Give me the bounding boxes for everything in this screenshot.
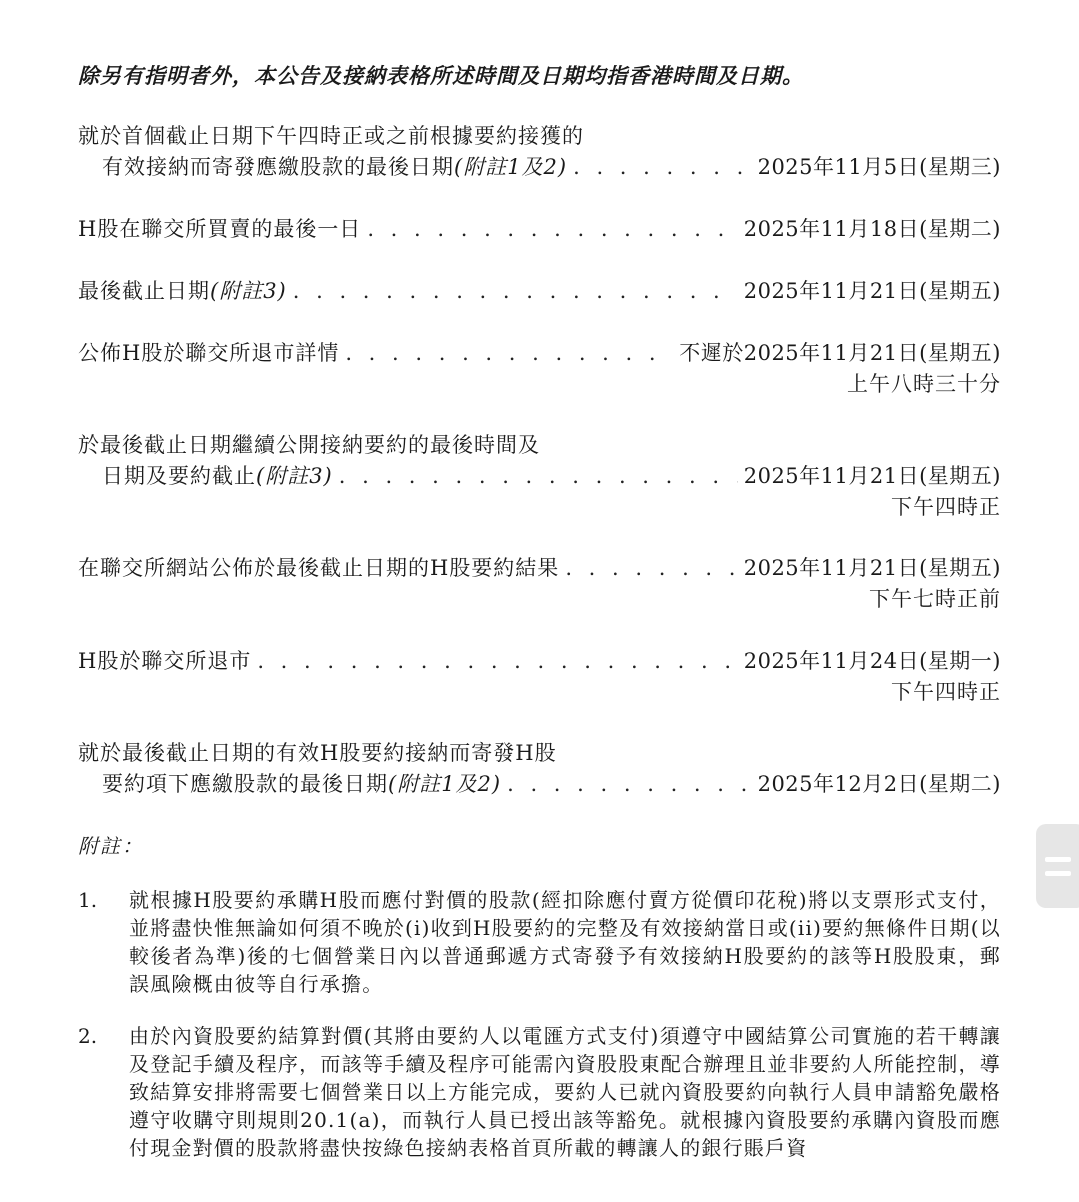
entry-label: 就於最後截止日期的有效H股要約接納而寄發H股: [78, 741, 557, 765]
timetable-entry-delisting-announcement: [78, 338, 1001, 400]
timetable-entry-results-announcement: [78, 553, 1001, 615]
entry-label: H股在聯交所買賣的最後一日: [78, 217, 362, 241]
entry-label: 就於首個截止日期下午四時正或之前根據要約接獲的: [78, 124, 584, 148]
leader-dots: [257, 646, 737, 677]
timetable-entry-delisting: [78, 646, 1001, 708]
page-heading: 除另有指明者外，本公告及接納表格所述時間及日期均指香港時間及日期。: [78, 63, 804, 88]
timetable-entry-offer-close: [78, 430, 1001, 523]
entry-label: 最後截止日期(附註3): [78, 279, 287, 303]
timetable-entry-final-payment: [78, 738, 1001, 800]
entry-date: 2025年11月21日(星期五): [743, 464, 1001, 488]
entry-date: 2025年11月21日(星期五): [743, 556, 1001, 580]
note-number: 2.: [78, 1024, 98, 1048]
entry-label: 要約項下應繳股款的最後日期(附註1及2): [102, 772, 502, 796]
entry-time: 下午四時正: [891, 495, 1001, 519]
leader-dots: [507, 769, 751, 800]
entry-date: 2025年11月18日(星期二): [743, 217, 1001, 241]
entry-date: 2025年11月24日(星期一): [743, 649, 1001, 673]
leader-dots: [293, 276, 738, 307]
timetable-entry-first-payment: [78, 121, 1001, 183]
entry-label: 有效接納而寄發應繳股款的最後日期(附註1及2): [102, 155, 568, 179]
entry-label: 於最後截止日期繼續公開接納要約的最後時間及: [78, 433, 540, 457]
leader-dots: [339, 461, 738, 492]
entry-time: 下午七時正前: [869, 587, 1001, 611]
entry-date: 不遲於2025年11月21日(星期五): [679, 341, 1001, 365]
leader-dots: [573, 152, 751, 183]
entry-label: 在聯交所網站公佈於最後截止日期的H股要約結果: [78, 556, 560, 580]
note-number: 1.: [78, 888, 98, 912]
note-text: 由於內資股要約結算對價(其將由要約人以電匯方式支付)須遵守中國結算公司實施的若干轉讓及登記手續及程序，而該等手續及程序可能需內資股股東配合辦理且並非要約人所能控制，導致結算安排將需要七個營業日以上方能完成，要約人已就內資股要約向執行人員申請豁免嚴格遵守收購守則規則20.1(a)，而執行人員已授出該等豁免。就根據內資股要約承購內資股而應付現金對價的股款將盡快按綠色接納表格首頁所載的轉讓人的銀行賬戶資: [129, 1024, 1001, 1160]
entry-note: (附註3): [256, 464, 333, 488]
entry-date: 2025年12月2日(星期二): [757, 772, 1001, 796]
leader-dots: [565, 553, 737, 584]
leader-dots: [367, 214, 737, 245]
timetable-entry-last-trading-day: [78, 214, 1001, 245]
entry-time: 上午八時三十分: [847, 372, 1001, 396]
entry-label: H股於聯交所退市: [78, 649, 252, 673]
entry-date: 2025年11月21日(星期五): [743, 279, 1001, 303]
scroll-handle[interactable]: [1036, 824, 1079, 908]
note-item: [78, 886, 1001, 998]
notes-title: 附註：: [78, 834, 144, 858]
entry-note: (附註3): [210, 279, 287, 303]
timetable-entry-final-closing-date: [78, 276, 1001, 307]
leader-dots: [345, 338, 673, 369]
entry-time: 下午四時正: [891, 680, 1001, 704]
entry-label: 日期及要約截止(附註3): [102, 464, 333, 488]
note-text: 就根據H股要約承購H股而應付對價的股款(經扣除應付賣方從價印花稅)將以支票形式支付，並將盡快惟無論如何須不晚於(i)收到H股要約的完整及有效接納當日或(ii)要約無條件日期(以較後者為準)後的七個營業日內以普通郵遞方式寄發予有效接納H股要約的該等H股股東，郵誤風險概由彼等自行承擔。: [129, 888, 1001, 996]
entry-date: 2025年11月5日(星期三): [757, 155, 1001, 179]
entry-label: 公佈H股於聯交所退市詳情: [78, 341, 340, 365]
entry-note: (附註1及2): [388, 772, 502, 796]
entry-note: (附註1及2): [454, 155, 568, 179]
note-item: [78, 1022, 1001, 1162]
